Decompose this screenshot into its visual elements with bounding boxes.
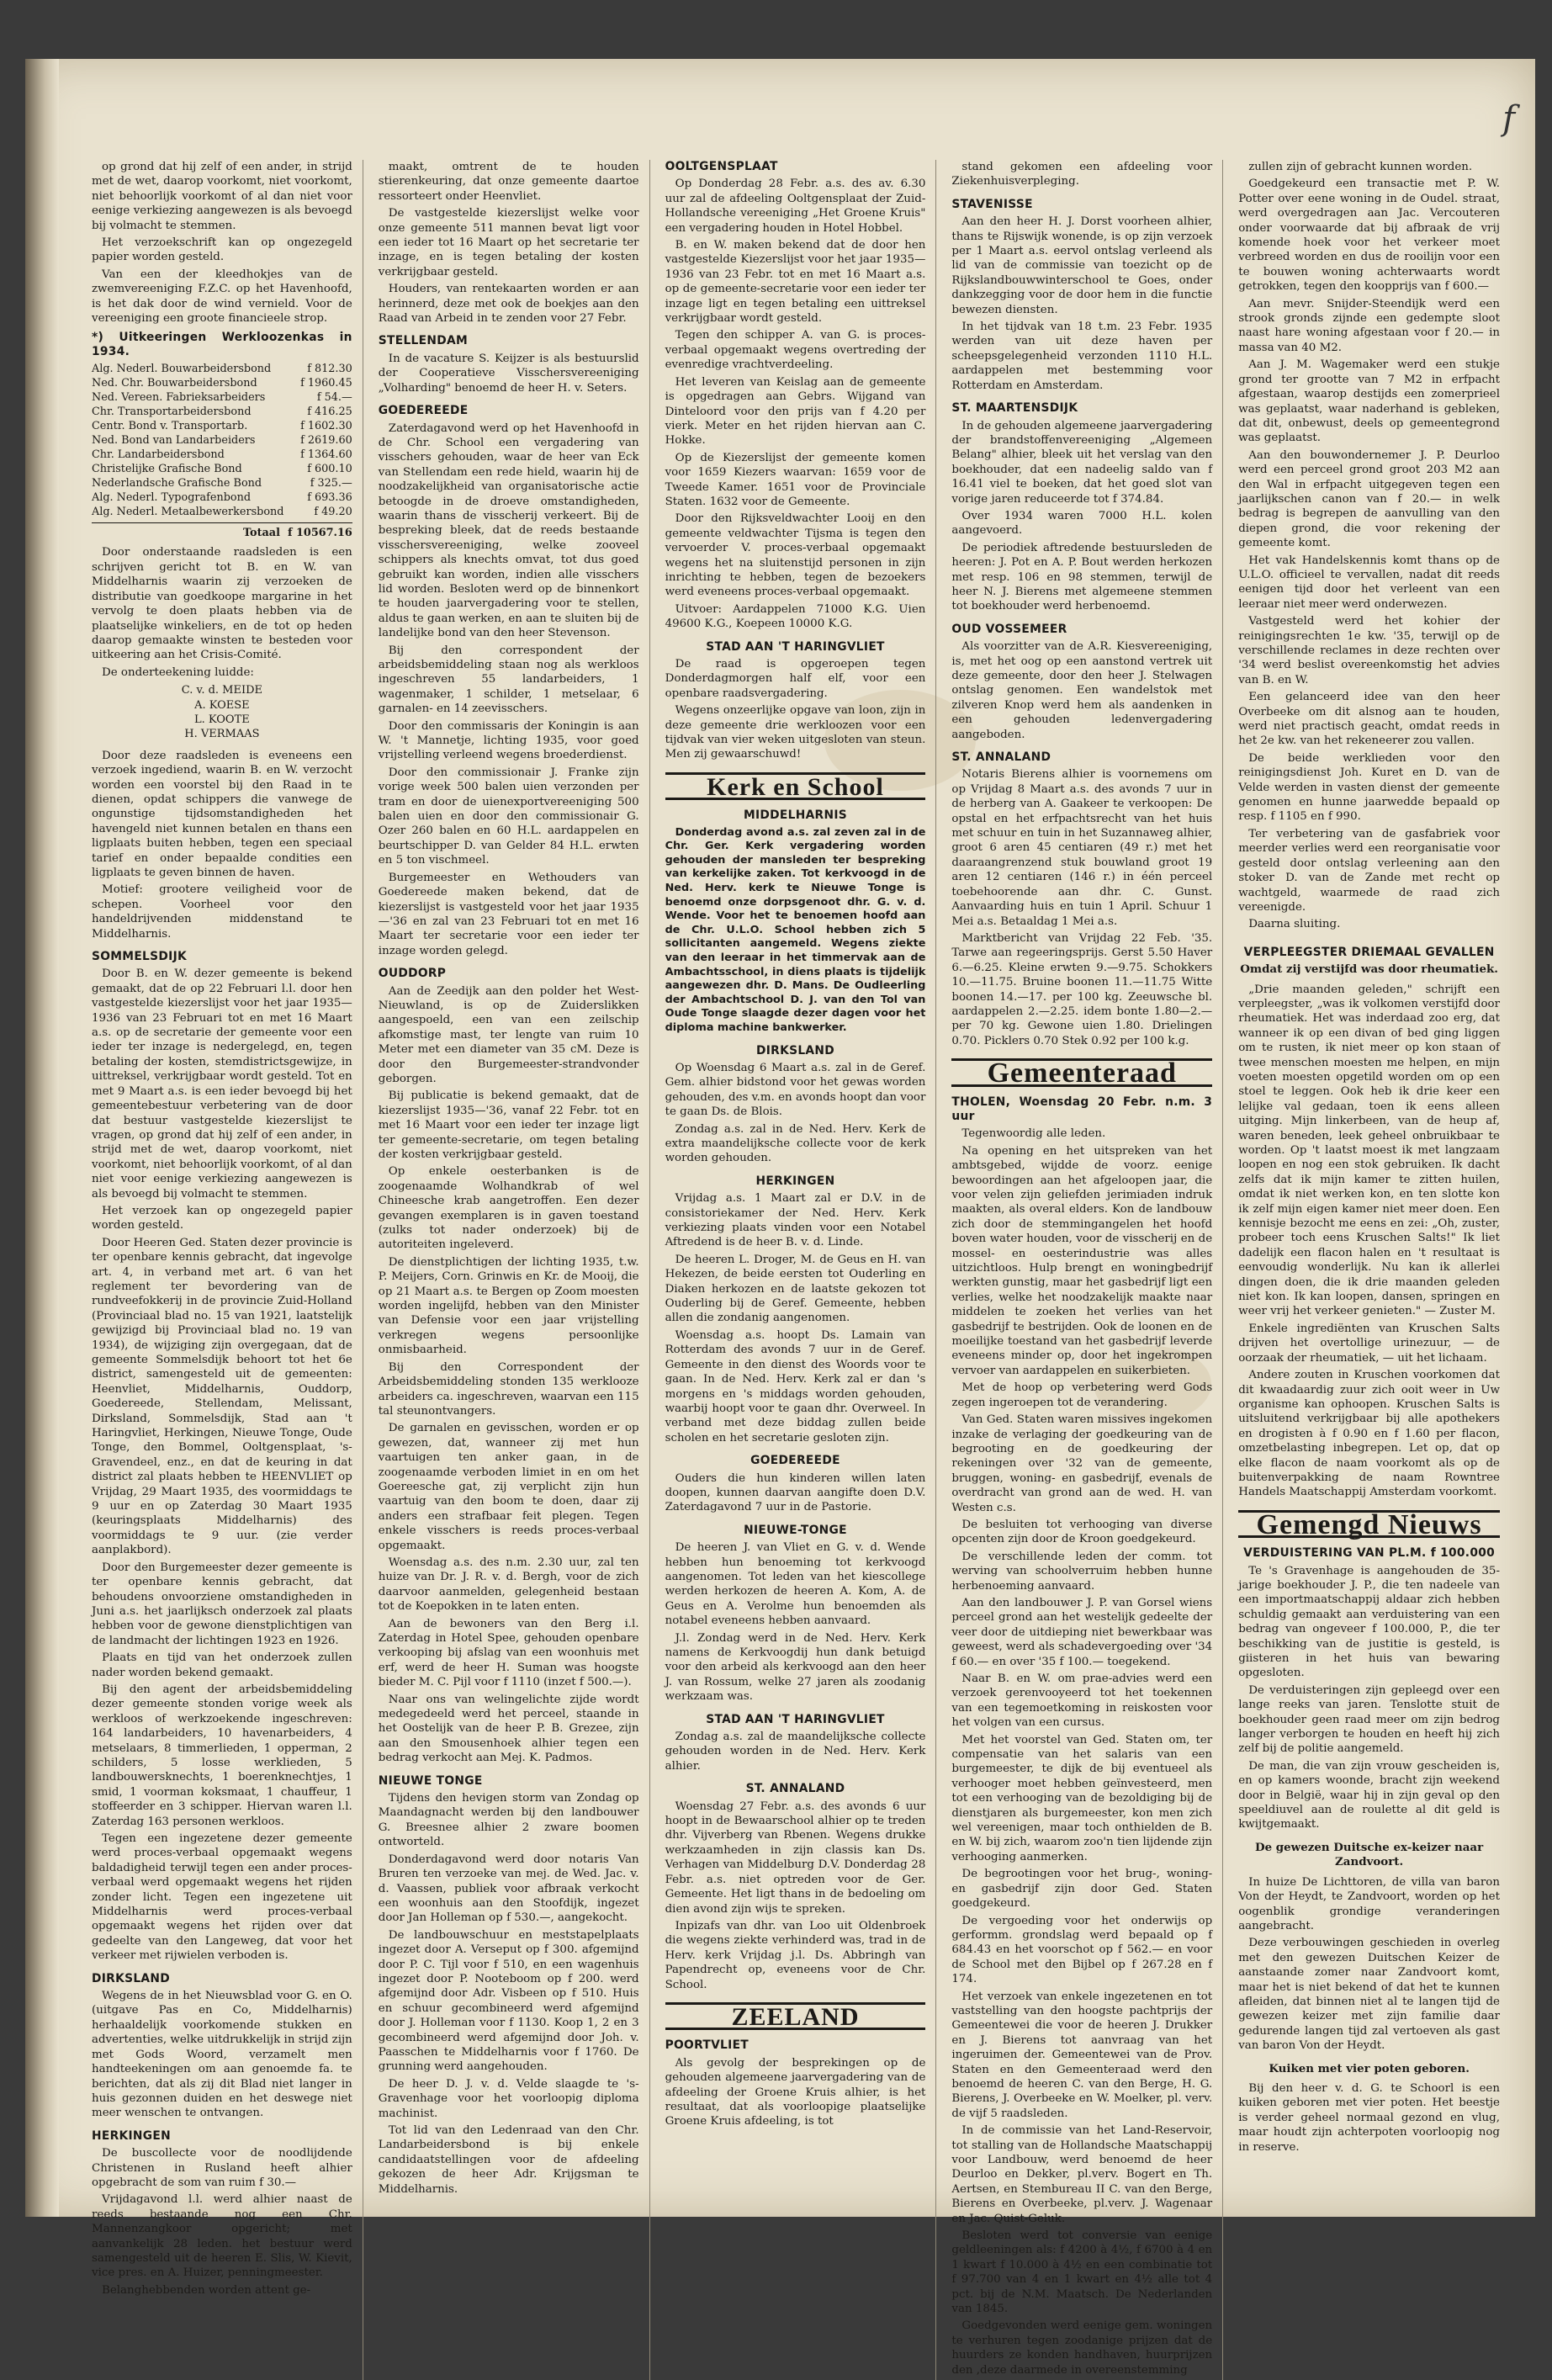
article-paragraph: De buscollecte voor de noodlijdende Christenen in Rusland heeft alhier opgebracht de som van ruim f 30.—	[92, 2147, 352, 2189]
article-paragraph: Houders, van rentekaarten worden er aan herinnerd, deze met ook de boekjes aan den Raad van Arbeid in te zenden voor 27 Febr.	[378, 283, 639, 326]
section-heading-stad-aan-t-haringvliet: STAD AAN 'T HARINGVLIET	[706, 1712, 885, 1726]
section-heading-dirksland: DIRKSLAND	[755, 1043, 834, 1057]
section-heading-st-maartensdijk: ST. MAARTENSDIJK	[951, 401, 1078, 416]
section-heading-stad-aan-t-haringvliet: STAD AAN 'T HARINGVLIET	[706, 639, 885, 654]
article-paragraph: Deze verbouwingen geschieden in overleg met den gewezen Duitschen Keizer de aanstaande zomer naar Zandvoort komt, maar het is niet bekend of dat het te kunnen afleiden, dat binnen niet al te langen tijd de gewezen keizer met zijn familie daar gedurende langen tijd zal vertoeven als gast van baron Von der Heydt.	[1238, 1937, 1500, 2053]
section-heading-goedereede: GOEDEREEDE	[378, 404, 469, 418]
article-paragraph: De beide werklieden voor den reinigingsdienst Joh. Kuret en D. van de Velde werden in vasten dienst der gemeente genomen en hunne jaarwedde bepaald op resp. f 1105 en f 990.	[1238, 751, 1500, 824]
article-paragraph: Het vak Handelskennis komt thans op de U.L.O. officieel te vervallen, nadat dit reeds eenigen tijd door het verleent van een leeraar niet meer werd onderwezen.	[1238, 554, 1500, 611]
section-heading-st-annaland: ST. ANNALAND	[951, 750, 1051, 765]
page-folio-mark: f	[1502, 99, 1515, 138]
table-row: Ned. Bond van Landarbeiders f 2619.60	[92, 434, 352, 448]
signature: L. KOOTE	[194, 713, 250, 726]
article-paragraph: Belanghebbenden worden attent ge-	[102, 2283, 311, 2297]
article-paragraph: Door den Rijksveldwachter Looij en den gemeente veldwachter Tijsma is tegen den vervoerder V. proces-verbaal opgemaakt wegens het na sluitenstijd personen in zijn inrichting te hebben, tegen de bezoekers werd eveneens proces-verbaal opgemaakt.	[665, 512, 926, 599]
section-heading-poortvliet: POORTVLIET	[665, 2038, 750, 2053]
article-paragraph: Wegens onzeerlijke opgave van loon, zijn in deze gemeente drie werkloozen voor een tijdvak van vier weken uitgesloten van steun. Men zij gewaarschuwd!	[665, 704, 926, 761]
article-paragraph: Van Ged. Staten waren missives ingekomen inzake de verlaging der goedkeuring van de begrooting en de goedkeuring der rekeningen over '32 van de gemeente, bruggen, woning- en gasbedrijf, evenals de overdracht van grond aan de wed. H. van Westen c.s.	[951, 1413, 1213, 1514]
section-heading-nieuwe-tonge: NIEUWE TONGE	[378, 1773, 483, 1788]
article-paragraph: Ouders die hun kinderen willen laten doopen, kunnen daarvan aangifte doen D.V. Zaterdagavond 7 uur in de Pastorie.	[665, 1471, 926, 1514]
table-total-row: Totaal f 10567.16	[92, 522, 352, 540]
table-row: Chr. Landarbeidersbond f 1364.60	[92, 448, 352, 462]
article-paragraph: Een gelanceerd idee van den heer Overbeeke om dit alsnog aan te houden, werd niet practisch geacht, omdat reeds in het 2e kw. van het rekeneerer zou vallen.	[1238, 691, 1500, 748]
article-paragraph: De man, die van zijn vrouw gescheiden is, en op kamers woonde, bracht zijn weekend door in België, waar hij in zijn geval op den speeldiuvel aan de roulette al dit geld is kwijtgemaakt.	[1238, 1759, 1500, 1831]
article-paragraph: De besluiten tot verhooging van diverse opcenten zijn door de Kroon goedgekeurd.	[951, 1518, 1213, 1546]
article-paragraph: De vastgestelde kiezerslijst welke voor onze gemeente 511 mannen bevat ligt voor een ieder tot 16 Maart op het secretarie ter inzage, en is tegen betaling der kosten verkrijgbaar gesteld.	[378, 207, 639, 278]
article-paragraph: Van een der kleedhokjes van de zwemvereeniging F.Z.C. op het Havenhoofd, is het dak door de wind vernield. Voor de vereeniging een groote financieele strop.	[92, 268, 352, 326]
signatures-block	[92, 683, 352, 742]
article-headline-verpleegster: VERPLEEGSTER DRIEMAAL GEVALLEN	[1243, 945, 1495, 959]
column-3	[662, 160, 937, 2380]
article-paragraph: Door onderstaande raadsleden is een schrijven gericht tot B. en W. van Middelharnis waarin zij verzoeken de distributie van goedkoope margarine in het vervolg te doen plaats hebben via de plaatselijke winkeliers, en de tot op heden daarop gemaakte winsten te besteden voor uitkeering aan het Crisis-Comité.	[92, 546, 352, 662]
section-heading-sommelsdijk: SOMMELSDIJK	[92, 950, 187, 964]
article-paragraph: Door deze raadsleden is eveneens een verzoek ingediend, waarin B. en W. verzocht worden een voorstel bij den Raad in te dienen, opdat schippers die vanwege de ongunstige tijdsomstandigheden het havengeld niet kunnen betalen en thans een ligplaats buiten hebben, tegen een speciaal tarief en onder bepaalde condities een ligplaats te geven binnen de haven.	[92, 749, 352, 879]
article-paragraph: Vrijdagavond l.l. werd alhier naast de reeds bestaande nog een Chr. Mannenzangkoor opgericht; met aanvankelijk 28 leden. het bestuur werd samengesteld uit de heeren E. Slis, W. Kievit, vice pres. en A. Huizer, penningmeester.	[92, 2193, 352, 2280]
article-paragraph: Wegens de in het Nieuwsblad voor G. en O. (uitgave Pas en Co, Middelharnis) herhaaldelijk voorkomende stukken en advertenties, welke uitdrukkelijk in strijd zijn met Gods Woord, verzamelt men handteekeningen om aan genoemde fa. te berichten, dat als zij dit Blad niet langer in huis gezonnen duiden en het deswege niet meer wenschen te ontvangen.	[92, 1990, 352, 2120]
section-banner-gemeenteraad: Gemeenteraad	[951, 1058, 1212, 1086]
council-meeting-header: THOLEN, Woensdag 20 Febr. n.m. 3 uur	[951, 1095, 1213, 1123]
article-paragraph: Naar ons van welingelichte zijde wordt medegedeeld werd het perceel, staande in het Oostelijk van de heer P. B. Grezee, zijn aan den Smousenhoek alhier tegen een bedrag verkocht aan Mej. K. Padmos.	[378, 1693, 639, 1765]
article-paragraph: Door den commissionair J. Franke zijn vorige week 500 balen uien verzonden per tram en door de uienexportvereeniging 500 balen uien en door den commissionair G. Ozer 260 balen en 60 H.L. aardappelen en beurtschipper D. van Gelder 84 H.L. erwten en 5 ton vischmeel.	[378, 766, 639, 867]
article-paragraph: De vergoeding voor het onderwijs op gerformm. grondslag werd bepaald op f 684.43 en het voorschot op f 562.— en voor de School met den Bijbel op f 267.28 en f 174.	[951, 1914, 1213, 1986]
article-paragraph: In de gehouden algemeene jaarvergadering der brandstoffenvereeniging „Algemeen Belang" alhier, bleek uit het verslag van den boekhouder, dat een nadeelig saldo van f 16.41 viel te boeken, dat het goed slot van vorige jaren reduceerde tot f 374.84.	[951, 419, 1213, 506]
article-paragraph: Tegen een ingezetene dezer gemeente werd proces-verbaal opgemaakt wegens baldadigheid terwijl tegen een ander proces-verbaal werd opgemaakt wegens het rijden zonder licht. Tegen een ingezetene uit Middelharnis werd proces-verbaal opgemaakt wegens het rijden over dat gedeelte van den Langeweg, dat voor het verkeer met rijwielen verboden is.	[92, 1832, 352, 1963]
section-heading-herkingen: HERKINGEN	[755, 1174, 835, 1188]
article-subheadline: Omdat zij verstijfd was door rheumatiek.	[1240, 962, 1498, 977]
article-paragraph: Het verzoek kan op ongezegeld papier worden gesteld.	[92, 1204, 352, 1232]
article-paragraph: Als voorzitter van de A.R. Kiesvereeniging, is, met het oog op een aanstond vertrek uit deze gemeente, door den heer J. Stelwagen ontslag genomen. Een wandelstok met zilveren Knop werd hem als aandenken in een gehouden ledenvergadering aangeboden.	[951, 640, 1213, 741]
article-paragraph: Bij den correspondent der arbeidsbemiddeling staan nog als werkloos ingeschreven 55 landarbeiders, 1 wagenmaker, 1 schilder, 1 metselaar, 6 garnalen- en 14 zeevisschers.	[378, 644, 639, 716]
article-paragraph: Notaris Bierens alhier is voornemens om op Vrijdag 8 Maart a.s. des avonds 7 uur in de herberg van A. Gaakeer te verkoopen: De opstal en het erfpachtsrecht van het huis met schuur en tuin in het Suzannaweg alhier, groot 6 aren 45 centiaren (49 r.) met het daaraangrenzend stuk bouwland groot 19 aren 12 centiaren (146 r.) in één perceel toebehoorende aan dhr. C. Gunst. Aanvaarding huis en tuin 1 April. Schuur 1 Mei a.s. Betaaldag 1 Mei a.s.	[951, 768, 1213, 928]
article-paragraph: maakt, omtrent de te houden stierenkeuring, dat onze gemeente daartoe ressorteert onder Heenvliet.	[378, 161, 639, 203]
article-paragraph: Ter verbetering van de gasfabriek voor meerder verlies werd een reorganisatie voor gesteld door ontslag verleening aan den stoker D. van de Zande met recht op wachtgeld, waarmede de raad zich vereenigde.	[1238, 827, 1500, 914]
article-paragraph: De heeren J. van Vliet en G. v. d. Wende hebben hun benoeming tot kerkvoogd aangenomen. Tot leden van het kiescollege werden herkozen de heeren A. Kom, A. de Geus en A. Verolme hun benoemden als notabel eveneens hebben aanvaard.	[665, 1541, 926, 1628]
column-2	[375, 160, 650, 2380]
article-paragraph: Bij publicatie is bekend gemaakt, dat de kiezerslijst 1935—'36, vanaf 22 Febr. tot en met 16 Maart voor een ieder ter inzage ligt ter gemeente-secretarie, om tegen betaling der kosten verkrijgbaar gesteld.	[378, 1089, 639, 1161]
article-paragraph: Op Donderdag 28 Febr. a.s. des av. 6.30 uur zal de afdeeling Ooltgensplaat der Zuid-Hollandsche vereeniging „Het Groene Kruis" een vergadering houden in Hotel Hobbel.	[665, 178, 926, 235]
article-paragraph: Aan de Zeedijk aan den polder het West-Nieuwland, is op de Zuiderslikken aangespoeld, een van een zeilschip afkomstige mast, ter lengte van ruim 10 Meter met een diameter van 35 cM. Deze is door den Burgemeester-strandvonder geborgen.	[378, 984, 639, 1085]
article-paragraph: Bij den agent der arbeidsbemiddeling dezer gemeente stonden vorige week als werkloos of werkzoekende ingeschreven: 164 landarbeiders, 10 havenarbeiders, 4 metselaars, 8 timmerlieden, 1 opperman, 2 schilders, 5 losse werklieden, 5 landbouwersknechts, 1 boerenknechtjes, 1 smid, 1 voorman koksmaat, 1 chauffeur, 1 stoffeerder en 3 schipper. Hiervan waren l.l. Zaterdag 163 personen werkloos.	[92, 1683, 352, 1828]
article-paragraph: Vrijdag a.s. 1 Maart zal er D.V. in de consistoriekamer der Ned. Herv. Kerk verkiezing plaats vinden voor een Notabel Aftredend is de heer B. v. d. Linde.	[665, 1192, 926, 1249]
article-paragraph: J.l. Zondag werd in de Ned. Herv. Kerk namens de Kerkvoogdij hun dank betuigd voor den arbeid als kerkvoogd aan den heer J. van Rossum, welke 27 jaren als zoodanig werkzaam was.	[665, 1631, 926, 1704]
article-paragraph: Op de Kiezerslijst der gemeente komen voor 1659 Kiezers waarvan: 1659 voor de Tweede Kamer. 1651 voor de Provinciale Staten. 1632 voor de Gemeente.	[665, 451, 926, 508]
newspaper-columns	[88, 160, 1510, 2377]
article-paragraph: Door Heeren Ged. Staten dezer provincie is ter openbare kennis gebracht, dat ingevolge art. 4, in verband met art. 6 van het reglement ter bevordering van de rundveefokkerij in de provincie Zuid-Holland (Provinciaal blad no. 15 van 1921, laatstelijk gewijzigd bij Provinciaal blad no. 19 van 1934), de wijziging zijn overgegaan, dat de gemeente Sommelsdijk behoort tot het 6e district, samengesteld uit de gemeenten: Heenvliet, Middelharnis, Ouddorp, Goedereede, Stellendam, Melissant, Dirksland, Sommelsdijk, Stad aan 't Haringvliet, Herkingen, Nieuwe Tonge, Oude Tonge, den Bommel, Ooltgensplaat, 's-Gravendeel, enz., en dat de keuring in dat district zal plaats hebben te HEENVLIET op Vrijdag, 29 Maart 1935, des voormiddags te 9 uur en op Zaterdag 30 Maart 1935 (keuringsplaats Middelharnis) des voormiddags te 9 uur. (zie verder aanplakbord).	[92, 1236, 352, 1557]
article-paragraph: Marktbericht van Vrijdag 22 Feb. '35. Tarwe aan regeeringsprijs. Gerst 5.50 Haver 6.—6.25. Kleine erwten 9.—9.75. Schokkers 10.—11.75. Bruine boonen 11.—11.75 Witte boonen 14.—17. per 100 kg. Zeeuwsche bl. aardappelen 2.—2.25. idem bonte 1.80—2.— per 70 kg. Gewone uien 1.80. Drielingen 0.70. Picklers 0.70 Stek 0.92 per 100 k.g.	[951, 931, 1213, 1047]
article-paragraph: Andere zouten in Kruschen voorkomen dat dit kwaadaardig zuur zich ooit weer in Uw organisme kan ophoopen. Kruschen Salts is uitsluitend verkrijgbaar bij alle apothekers en drogisten à f 0.90 en f 1.60 per flacon, omzetbelasting inbegrepen. Let op, dat op elke flacon de naam voorkomt als op de buitenverpakking de naam Rowntree Handels Maatschappij Amsterdam voorkomt.	[1238, 1369, 1500, 1499]
signature: A. KOESE	[194, 698, 250, 712]
section-heading-herkingen: HERKINGEN	[92, 2128, 171, 2143]
article-paragraph: Tot lid van den Ledenraad van den Chr. Landarbeidersbond is bij enkele candidaatstellingen voor de afdeeling gekozen de heer Adr. Krijgsman te Middelharnis.	[378, 2124, 639, 2196]
table-row: Nederlandsche Grafische Bond f 325.—	[92, 477, 352, 490]
section-heading-middelharnis: MIDDELHARNIS	[743, 808, 848, 823]
signature: C. v. d. MEIDE	[181, 684, 263, 697]
article-headline-verduistering: VERDUISTERING VAN PL.M. f 100.000	[1243, 1546, 1496, 1561]
article-paragraph: Het verzoek van enkele ingezetenen en tot vaststelling van den hoogste pachtprijs der Gemeentewei die voor de heeren J. Drukker en J. Bierens tot aanvraag van het ingeruimen der. Gemeentewei van de Prov. Staten en den Gemeenteraad werd den benoemd de heeren C. van den Berge, H. G. Bierens, J. Overbeeke en W. Moelker, pl. verv. de vijf 5 raadsleden.	[951, 1990, 1213, 2120]
article-paragraph: Burgemeester en Wethouders van Goedereede maken bekend, dat de kiezerslijst is vastgesteld voor het jaar 1935—'36 en zal van 23 Februari tot en met 16 Maart ter secretarie voor een ieder ter inzage worden gelegd.	[378, 871, 639, 957]
section-banner-zeeland: ZEELAND	[665, 2002, 926, 2030]
table-row: Ned. Vereen. Fabrieksarbeiders f 54.—	[92, 391, 352, 405]
article-paragraph: Daarna sluiting.	[1248, 918, 1341, 931]
article-paragraph: De onderteekening luidde:	[102, 665, 254, 679]
article-paragraph: op grond dat hij zelf of een ander, in strijd met de wet, daarop voorkomt, niet voorkomt, niet behoorlijk voorkomt of al dan niet voor eenige verkiezing aangewezen is als bevoegd bij volmacht te stemmen.	[92, 161, 352, 232]
article-paragraph: Tijdens den hevigen storm van Zondag op Maandagnacht werden bij den landbouwer G. Breesnee alhier 2 zware boomen ontworteld.	[378, 1792, 639, 1849]
page-spine-shadow	[25, 59, 59, 2217]
article-paragraph: Naar B. en W. om prae-advies werd een verzoek gerenvooyeerd tot het toekennen van een tegemoetkoming in reiskosten voor het volgen van een cursus.	[951, 1672, 1213, 1730]
article-paragraph: „Drie maanden geleden," schrijft een verpleegster, „was ik volkomen verstijfd door rheumatiek. Het was inderdaad zoo erg, dat wanneer ik op een divan of bed ging liggen om te rusten, ik niet meer op kon staan of twee menschen moesten me helpen, en mijn voeten moesten opgetild worden om op een stoel te leggen. Ook heb ik drie keer een lelijke val gedaan, toen ik eens alleen uitging. Mijn linkerbeen, van de heup af, waren beneden, leek geheel onbruikbaar te worden. Op 't laatst moest ik met langzaam loopen en nog een stok gebruiken. Ik dacht zelfs dat ik mijn kamer te zitten huilen, omdat ik niet werken kon, en ten slotte kon ik zelf mijn eigen kamer niet meer doen. Een kennisje bezocht me eens en zei: „Oh, zuster, probeer toch eens Kruschen Salts!" Ik liet dadelijk een flacon halen en 't resultaat is eenvoudig wonderlijk. Nu kan ik allerlei dingen doen, die ik drie maanden geleden niet kon. Ik kan loopen, dansen, springen en weer vrij het verkeer genieten." — Zuster M.	[1238, 983, 1500, 1318]
article-paragraph: Te 's Gravenhage is aangehouden de 35-jarige boekhouder J. P., die ten nadeele van een importmaatschappij aldaar zich hebben schuldig gemaakt aan verduistering van een bedrag van ongeveer f 100.000, P., die ter beschikking van de justitie is gesteld, is giisteren in het huis van bewaring opgesloten.	[1238, 1564, 1500, 1680]
section-heading-stellendam: STELLENDAM	[378, 334, 468, 348]
column-5	[1235, 160, 1510, 2380]
article-headline-keizer: De gewezen Duitsche ex-keizer naar Zandvoort.	[1255, 1840, 1484, 1869]
article-paragraph: Aan de bewoners van den Berg i.l. Zaterdag in Hotel Spee, gehouden openbare verkooping bij afslag van een woonhuis met erf, werd de heer H. Suman was hoogste bieder M. C. Pijl voor f 1110 (inzet f 500.—).	[378, 1617, 639, 1689]
article-paragraph: zullen zijn of gebracht kunnen worden.	[1248, 161, 1473, 173]
article-paragraph: Aan mevr. Snijder-Steendijk werd een strook gronds zijnde een gedempte sloot naast hare woning afgestaan voor f 20.— in massa van 40 M2.	[1238, 297, 1500, 354]
table-row: Chr. Transportarbeidersbond f 416.25	[92, 406, 352, 419]
article-paragraph: De begrootingen voor het brug-, woning- en gasbedrijf zijn door Ged. Staten goedgekeurd.	[951, 1868, 1213, 1911]
table-row: Alg. Nederl. Metaalbewerkersbond f 49.20	[92, 506, 352, 519]
article-paragraph: Bij den heer v. d. G. te Schoorl is een kuiken geboren met vier poten. Het beestje is verder geheel normaal gezond en vlug, maar houdt zijn achterpoten voorloopig nog in reserve.	[1238, 2081, 1500, 2154]
article-paragraph: Het verzoekschrift kan op ongezegeld papier worden gesteld.	[92, 236, 352, 264]
article-paragraph: Uitvoer: Aardappelen 71000 K.G. Uien 49600 K.G., Koepeen 10000 K.G.	[665, 602, 926, 631]
article-paragraph: Zondag a.s. zal de maandelijksche collecte gehouden worden in de Ned. Herv. Kerk alhier.	[665, 1731, 926, 1773]
article-headline-kuiken: Kuiken met vier poten geboren.	[1269, 2061, 1470, 2075]
article-paragraph: De garnalen en gevisschen, worden er op gewezen, dat, wanneer zij met hun vaartuigen ten anker gaan, in de zoogenaamde verboden limiet in en om het Goereesche gat, zij verplicht zijn hun vaartuig van den boom te doen, daar zij anders een strafbaar feit plegen. Tegen enkele visschers is reeds proces-verbaal opgemaakt.	[378, 1422, 639, 1552]
signature: H. VERMAAS	[184, 728, 260, 741]
column-4	[948, 160, 1223, 2380]
article-paragraph: Aan den heer H. J. Dorst voorheen alhier, thans te Rijswijk wonende, is op zijn verzoek per 1 Maart a.s. eervol ontslag verleend als lid van de commissie van toezicht op de Rijkslandbouwwinterschool te Goes, onder dankzegging voor de door hem in die functie bewezen diensten.	[951, 215, 1213, 316]
section-heading-stavenisse: STAVENISSE	[951, 197, 1033, 211]
article-paragraph: De raad is opgeroepen tegen Donderdagmorgen half elf, voor een openbare raadsvergadering.	[665, 658, 926, 700]
article-paragraph: Woensdag a.s. hoopt Ds. Lamain van Rotterdam des avonds 7 uur in de Geref. Gemeente in den dienst des Woords voor te gaan. In de Ned. Herv. Kerk zal er dan 's morgens en 's middags worden gehouden, waarbij hoopt voor te gaan dhr. Overweel. In verband met deze biddag zullen beide scholen en het secretarie gesloten zijn.	[665, 1328, 926, 1444]
article-paragraph: Door den Burgemeester dezer gemeente is ter openbare kennis gebracht, dat behoudens onvoorziene omstandigheden in Juni a.s. het jaarlijksch onderzoek zal plaats hebben voor de gewone dienstplichtigen van de landmacht der lichtingen 1923 en 1926.	[92, 1561, 352, 1647]
article-paragraph: Door den commissaris der Koningin is aan W. 't Mannetje, lichting 1935, voor goed vrijstelling verleend wegens broederdienst.	[378, 719, 639, 762]
article-paragraph: Door B. en W. dezer gemeente is bekend gemaakt, dat de op 22 Februari l.l. door hen vastgestelde kiezerslijst voor het jaar 1935—1936 van 23 Februari tot en met 16 Maart a.s. op de secretarie der gemeente voor een ieder ter inzage is nedergelegd, en, tegen betaling der kosten, stemdistrictsgewijze, in uittreksel, verkrijgbaar wordt gesteld. Tot en met 9 Maart a.s. is een ieder bevoegd bij het gemeentebestuur verbetering van de door dat bestuur vastgestelde kiezerslijst te vragen, op grond dat hij zelf of een ander, in strijd met de wet, daarop voorkomt, niet voorkomt, niet behoorlijk voorkomt, of al dan niet voor eenige verkiezing aangewezen is als bevoegd bij volmacht te stemmen.	[92, 967, 352, 1201]
article-paragraph: Motief: grootere veiligheid voor de schepen. Voorheel voor den handeldrijvenden middenstand te Middelharnis.	[92, 883, 352, 941]
article-paragraph: De verschillende leden der comm. tot werving van schoolverruim hebben hunne herbenoeming aanvaard.	[951, 1550, 1213, 1593]
article-paragraph: Aan J. M. Wagemaker werd een stukje grond ter grootte van 7 M2 in erfpacht afgestaan, waarop destijds een zomerprieel was geplaatst, waar naderhand is gebleken, dat dit, onbewust, deels op gemeentegrond was geplaatst.	[1238, 358, 1500, 445]
article-paragraph: In het tijdvak van 18 t.m. 23 Febr. 1935 werden van uit deze haven per scheepsgelegenheid verzonden 1110 H.L. aardappelen met bestemming voor Rotterdam en Amsterdam.	[951, 321, 1213, 392]
article-paragraph: De heeren L. Droger, M. de Geus en H. van Hekezen, de beide eersten tot Ouderling en Diaken herkozen en de laatste gekozen tot Ouderling bij de Geref. Gemeente, hebben allen die zondanig aangenomen.	[665, 1253, 926, 1325]
article-paragraph: De periodiek aftredende bestuursleden de heeren: J. Pot en A. P. Bout werden herkozen met resp. 106 en 98 stemmen, terwijl de heer N. J. Bierens met algemeene stemmen tot boekhouder werd herbenoemd.	[951, 541, 1213, 613]
article-paragraph: stand gekomen een afdeeling voor Ziekenhuisverpleging.	[951, 161, 1213, 188]
section-heading-dirksland: DIRKSLAND	[92, 1971, 171, 1985]
article-paragraph: B. en W. maken bekend dat de door hen vastgestelde Kiezerslijst voor het jaar 1935—1936 van 23 Febr. tot en met 16 Maart a.s. op de gemeente-secretarie voor een ieder ter inzage ligt en tegen betaling een uittreksel verkrijgbaar wordt gesteld.	[665, 239, 926, 326]
table-row: Ned. Chr. Bouwarbeidersbond f 1960.45	[92, 377, 352, 390]
article-paragraph: Zondag a.s. zal in de Ned. Herv. Kerk de extra maandelijksche collecte voor de kerk worden gehouden.	[665, 1122, 926, 1165]
section-heading-st-annaland: ST. ANNALAND	[745, 1782, 845, 1796]
table-row: Alg. Nederl. Typografenbond f 693.36	[92, 491, 352, 505]
article-paragraph: Woensdag 27 Febr. a.s. des avonds 6 uur hoopt in de Bewaarschool alhier op te treden dhr. Vijverberg van Rbenen. Wegens drukke werkzaamheden in zijn classis kan Ds. Verhagen van Middelburg D.V. Donderdag 28 Febr. a.s. niet optreden voor de Ger. Gemeente. Het ligt thans in de bedoeling om dien avond zijn wijs te spreken.	[665, 1800, 926, 1916]
table-row: Christelijke Grafische Bond f 600.10	[92, 463, 352, 476]
article-paragraph: De dienstplichtigen der lichting 1935, t.w. P. Meijers, Corn. Grinwis en Kr. de Mooij, die op 21 Maart a.s. te Bergen op Zoom moesten worden ingelijfd, hebben van den Minister van Defensie voor een jaar vrijstelling verkregen wegens persoonlijke onmisbaarheid.	[378, 1255, 639, 1357]
section-heading-ooltgensplaat: OOLTGENSPLAAT	[665, 160, 778, 173]
article-paragraph: In de commissie van het Land-Reservoir, tot stalling van de Hollandsche Maatschappij voor Landbouw, werd benoemd de heer Deurloo en Dekker, pl.verv. Bogert en Th. Aertsen, en Stembureau II C. van den Berge, Bierens en Overbeeke, pl.verv. J. Wagenaar en Jac. Quist-Geluk.	[951, 2124, 1213, 2225]
article-paragraph: Op Woensdag 6 Maart a.s. zal in de Geref. Gem. alhier bidstond voor het gewas worden gehouden, des v.m. en avonds hoopt dan voor te gaan Ds. de Blois.	[665, 1061, 926, 1119]
article-paragraph: Het leveren van Keislag aan de gemeente is opgedragen aan Gebrs. Wijgand van Dinteloord voor den prijs van f 4.20 per vierk. Meter en het rijden hiervan aan C. Hokke.	[665, 375, 926, 448]
section-heading-ouddorp: OUDDORP	[378, 967, 447, 981]
article-paragraph: Als gevolg der besprekingen op de gehouden algemeene jaarvergadering van de afdeeling der Groene Kruis alhier, is het resultaat, dat als voorloopige plaatselijke Groene Kruis afdeeling, is tot	[665, 2056, 926, 2128]
article-paragraph: Besloten werd tot conversie van eenige geldleeningen als: f 4200 à 4½, f 6700 à 4 en 1 kwart f 10.000 à 4½ en een combinatie tot f 97.700 van 4 en 1 kwart en 4½ alle tot 4 pct. bij de N.M. Maatsch. De Nederlanden van 1845.	[951, 2229, 1213, 2316]
section-heading-nieuwe-tonge: NIEUWE-TONGE	[744, 1523, 847, 1537]
article-paragraph: Inpizafs van dhr. van Loo uit Oldenbroek die wegens ziekte verhinderd was, trad in de Herv. kerk Vrijdag j.l. Ds. Abbringh van Papendrecht op, eveneens voor de Chr. School.	[665, 1919, 926, 1991]
article-paragraph: Na opening en het uitspreken van het ambtsgebed, wijdde de voorz. eenige bewoordingen aan het afgeloopen jaar, die voor velen zijn geliefden jerimiaden indruk maakten, als overal elders. Kon de landbouw zich door de stemmingangelen het hoofd boven water houden, voor de visscherij en de mossel- en oesterindustrie was alles uitzichtloos. Hulp brengt en woningbedrijf werkten gunstig, maar het gasbedrijf ligt een verlies, welke het noodzakelijk maakte naar middelen te zoeken het verlies van het gasbedrijf te bestrijden. Ook de loonen en de moeilijke toestand van het gasbedrijf leverde eveneens minder op, door het ingekrompen vervoer van aardappelen en suikerbieten.	[951, 1144, 1213, 1377]
table-row: Alg. Nederl. Bouwarbeidersbond f 812.30	[92, 363, 352, 376]
article-paragraph: Met de hoop op verbetering werd Gods zegen ingeroepen tot de verandering.	[951, 1381, 1213, 1409]
article-paragraph: Woensdag a.s. des n.m. 2.30 uur, zal ten huize van Dr. J. R. v. d. Bergh, voor de zich daarvoor aanmelden, gelegenheid bestaan tot de Koepokken in te laten enten.	[378, 1556, 639, 1614]
article-paragraph: In de vacature S. Keijzer is als bestuurslid der Cooperatieve Visschersvereeniging „Volharding" benoemd de heer H. v. Seters.	[378, 352, 639, 395]
section-banner-kerk-en-school: Kerk en School	[665, 772, 926, 800]
article-paragraph: Goedgekeurd een transactie met P. W. Potter over eene woning in de Oudel. straat, werd overgedragen aan Jac. Vercouteren onder voorwaarde dat bij afbraak de vrij komende hoek voor het verkeer moet verbreed worden en dus de rooilijn voor een te bouwen woning achterwaarts wordt getrokken, tegen den koopprijs van f 600.—	[1238, 178, 1500, 294]
column-1	[88, 160, 363, 2380]
article-paragraph: Plaats en tijd van het onderzoek zullen nader worden bekend gemaakt.	[92, 1651, 352, 1679]
church-notices-bold: Donderdag avond a.s. zal zeven zal in de Chr. Ger. Kerk vergadering worden gehouden der mansleden ter bespreking van kerkelijke zaken. Tot kerkvoogd in de Ned. Herv. kerk te Nieuwe Tonge is benoemd onze dorpsgenoot dhr. G. v. d. Wende. Voor het te benoemen hoofd aan de Chr. U.L.O. School hebben zich 5 sollicitanten aangemeld. Wegens ziekte van den leeraar in het timmervak aan de Ambachtsschool, in diens plaats is tijdelijk aangewezen dhr. D. Mans. De Oudleerling der Ambachtschool D. J. van den Tol van Oude Tonge slaagde dezer dagen voor het diploma machine bankwerker.	[665, 825, 926, 1034]
article-paragraph: Aan den bouwondernemer J. P. Deurloo werd een perceel grond groot 203 M2 aan den Wal in erfpacht uitgegeven tegen een jaarlijkschen canon van f 20.— in welk bedrag is begrepen de aanvulling van den diepen grond, die voor rekening der gemeente komt.	[1238, 448, 1500, 550]
article-paragraph: Bij den Correspondent der Arbeidsbemiddeling stonden 135 werklooze arbeiders ca. ingeschreven, waarvan een 115 tal steunontvangers.	[378, 1360, 639, 1418]
article-paragraph: Tegenwoordig alle leden.	[961, 1127, 1106, 1141]
table-title: *) Uitkeeringen Werkloozenkas in 1934.	[92, 331, 352, 359]
section-heading-goedereede: GOEDEREEDE	[750, 1454, 840, 1468]
unemployment-payments-table	[92, 331, 352, 540]
article-paragraph: Donderdagavond werd door notaris Van Bruren ten verzoeke van mej. de Wed. Jac. v. d. Vaassen, publiek voor afbraak verkocht een woonhuis aan den Stoofdijk, ingezet door Jan Holleman op f 530.—, aangekocht.	[378, 1853, 639, 1925]
article-paragraph: In huize De Lichttoren, de villa van baron Von der Heydt, te Zandvoort, worden op het oogenblik grondige veranderingen aangebracht.	[1238, 1875, 1500, 1932]
article-paragraph: Aan den landbouwer J. P. van Gorsel wiens perceel grond aan het westelijk gedeelte der veer door de uitdieping niet bewerkbaar was geweest, werd als schadevergoeding over '34 f 60.— en over '35 f 100.— toegekend.	[951, 1596, 1213, 1668]
article-paragraph: Tegen den schipper A. van G. is proces-verbaal opgemaakt wegens overtreding der evenredige vrachtverdeeling.	[665, 329, 926, 372]
article-paragraph: Goedgevonden werd eenige gem. woningen te verhuren tegen zoodanige prijzen dat de huurders ze konden handhaven, huurprijzen den ,deze daarmede in overeenstemming	[951, 2319, 1213, 2377]
table-row: Centr. Bond v. Transportarb. f 1602.30	[92, 420, 352, 433]
article-paragraph: Over 1934 waren 7000 H.L. kolen aangevoerd.	[951, 509, 1213, 538]
section-banner-gemengd-nieuws: Gemengd Nieuws	[1238, 1510, 1500, 1538]
article-paragraph: Enkele ingrediënten van Kruschen Salts drijven het overtollige urinezuur, — de oorzaak der rheumatiek, — uit het lichaam.	[1238, 1322, 1500, 1365]
article-paragraph: De verduisteringen zijn gepleegd over een lange reeks van jaren. Tenslotte stuit de boekhouder geen raad meer om zijn bedrog langer verborgen te houden en heeft hij zich zelf bij de politie aangemeld.	[1238, 1683, 1500, 1756]
article-paragraph: Vastgesteld werd het kohier der reinigingsrechten 1e kw. '35, terwijl op de verschillende reclames in deze rechten over '34 werd beslist overeenkomstig het advies van B. en W.	[1238, 615, 1500, 686]
section-heading-oud-vossemeer: OUD VOSSEMEER	[951, 622, 1067, 636]
article-paragraph: De landbouwschuur en meststapelplaats ingezet door A. Verseput op f 300. afgemijnd door P. C. Tijl voor f 510, en een wagenhuis ingezet door P. Nooteboom op f 200. werd afgemijnd door Adr. Visbeen op f 510. Huis en schuur gecombineerd werd afgemijnd door J. Holleman voor f 1130. Koop 1, 2 en 3 gecombineerd werd afgemijnd door Joh. v. Paasschen te Middelharnis voor f 1760. De grunning werd aangehouden.	[378, 1928, 639, 2074]
article-paragraph: Zaterdagavond werd op het Havenhoofd in de Chr. School een vergadering van visschers gehouden, waar de heer van Eck van Stellendam een rede hield, waarin hij de noodzakelijkheid van organisatorische actie betoogde in de droeve omstandigheden, waarin thans de visscherij verkeert. Bij de bespreking bleek, dat de reeds bestaande visschersvereeniging, welke zooveel schippers als knechts omvat, tot dus goed gebruikt kan worden, indien alle visschers lid worden. Besloten werd op de binnenkort te houden jaarvergadering voor te stellen, aldus te gaan werken, en aan te sluiten bij de landelijke bond van den heer Stevenson.	[378, 421, 639, 640]
article-paragraph: De heer D. J. v. d. Velde slaagde te 's-Gravenhage voor het voorloopig diploma machinist.	[378, 2077, 639, 2120]
article-paragraph: Op enkele oesterbanken is de zoogenaamde Wolhandkrab of wel Chineesche krab aangetroffen. Een dezer gevangen exemplaren is in gaven toestand (zulks tot nader onderzoek) bij de autoriteiten ingeleverd.	[378, 1165, 639, 1252]
article-paragraph: Met het voorstel van Ged. Staten om, ter compensatie van het salaris van een burgemeester, te dijk de bij eventueel als verhooger moet hebben geïnvesteerd, men tot een verhooging van de bezoldiging bij de dienstjaren als burgemeester, kon men zich wel vereenigen, maar toch onthielden de B. en W. bij zich, waarom zoo'n tien lijdende zijn verhooging aanmerken.	[951, 1733, 1213, 1863]
